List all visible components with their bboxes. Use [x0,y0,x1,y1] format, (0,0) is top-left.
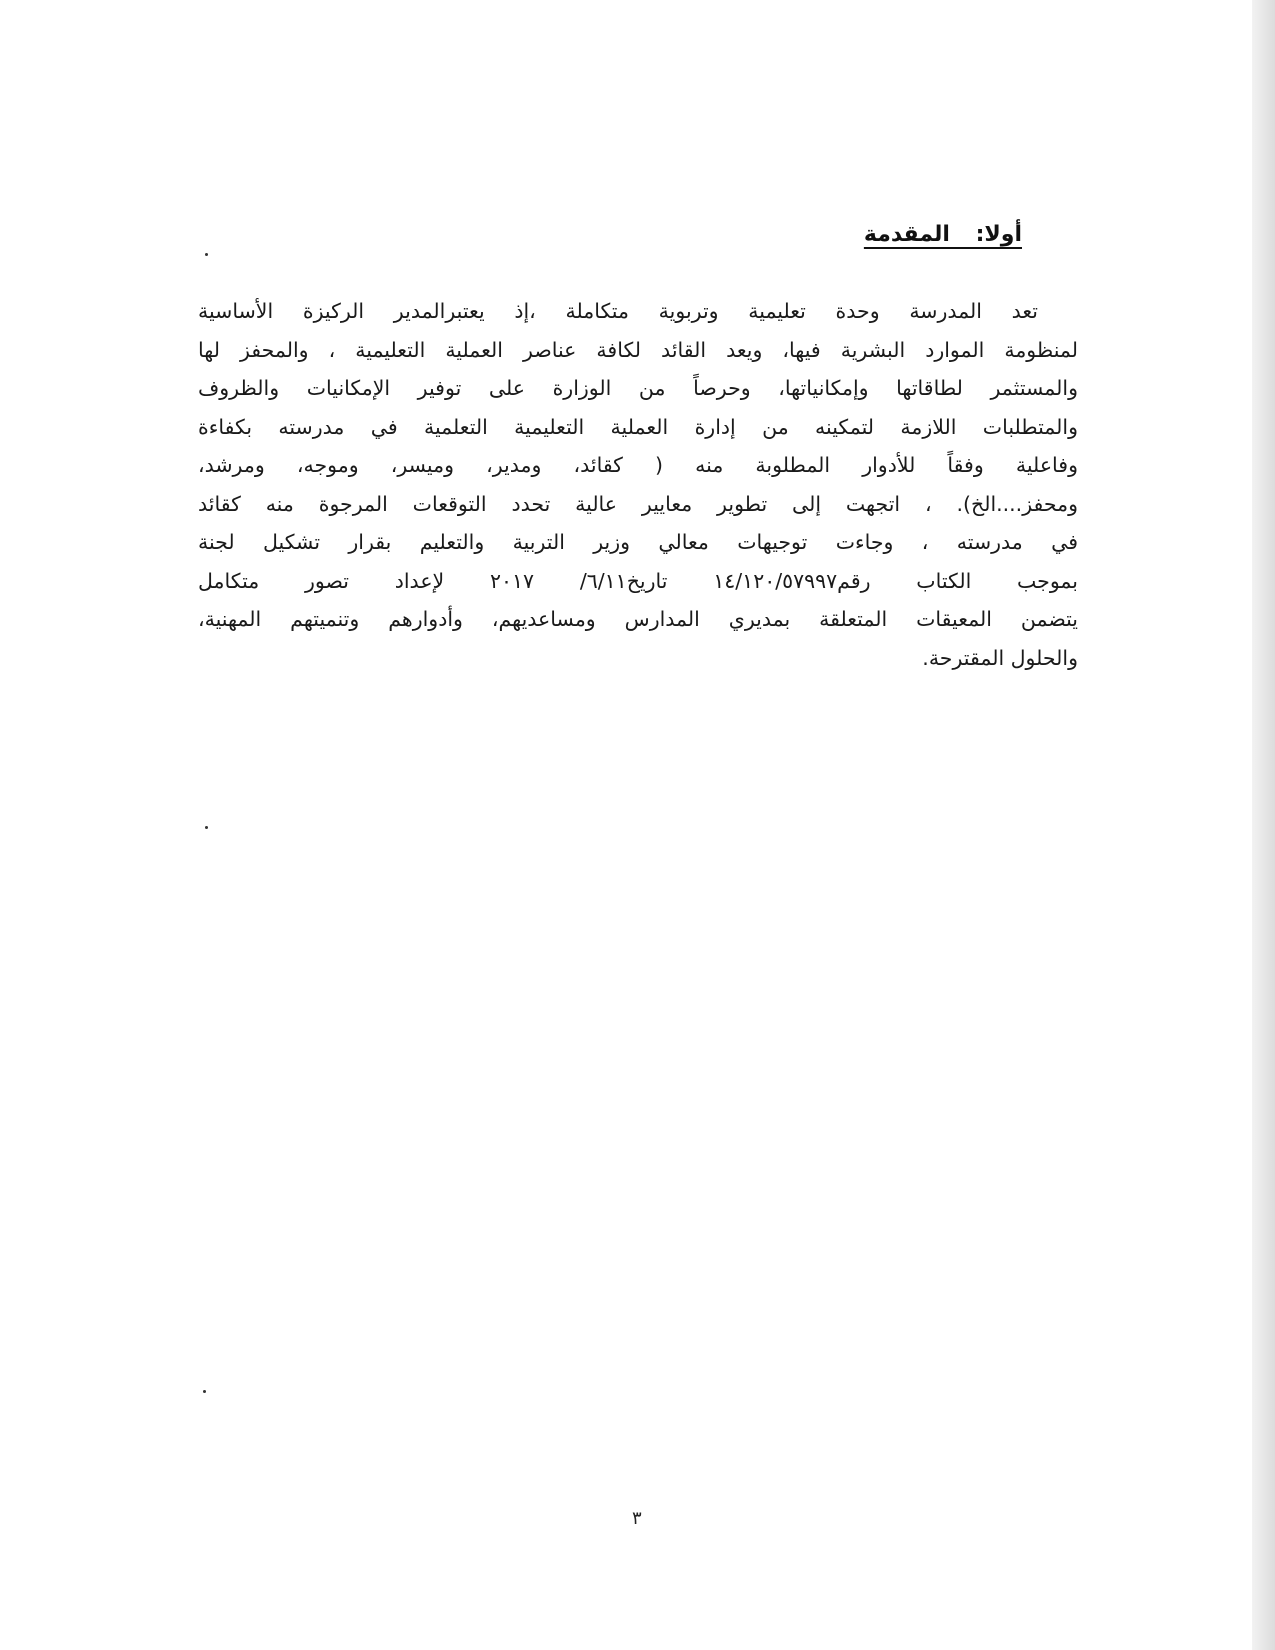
paragraph-line: تعد المدرسة وحدة تعليمية وتربوية متكاملة ،إذ يعتبرالمدير الركيزة الأساسية [198,299,1038,323]
paragraph-line: وفاعلية وفقاً للأدوار المطلوبة منه ( كقائد، ومدير، وميسر، وموجه، ومرشد، [198,453,1078,477]
section-heading: أولا: المقدمة [863,222,1022,247]
paragraph-line: يتضمن المعيقات المتعلقة بمديري المدارس ومساعديهم، وأدوارهم وتنميتهم المهنية، [198,607,1078,631]
paragraph-line: في مدرسته ، وجاءت توجيهات معالي وزير التربية والتعليم بقرار تشكيل لجنة [198,530,1078,554]
intro-paragraph [198,292,1078,677]
scan-dot [205,826,208,829]
scan-dot [205,253,208,256]
paragraph-line: لمنظومة الموارد البشرية فيها، ويعد القائد لكافة عناصر العملية التعليمية ، والمحفز لها [198,337,1078,362]
paragraph-line: والمستثمر لطاقاتها وإمكانياتها، وحرصاً من الوزارة على توفير الإمكانيات والظروف [198,376,1078,400]
scan-edge [1252,0,1275,1650]
paragraph-line: والمتطلبات اللازمة لتمكينه من إدارة العملية التعليمية التعلمية في مدرسته بكفاءة [198,414,1078,439]
paragraph-line: بموجب الكتاب رقم١٤/١٢٠/٥٧٩٩٧ تاريخ٦/١١/ ٢٠١٧ لإعداد تصور متكامل [198,568,1078,593]
scan-dot [203,1390,206,1393]
paragraph-line: ومحفز....الخ). ، اتجهت إلى تطوير معايير عالية تحدد التوقعات المرجوة منه كقائد [198,491,1078,516]
page-number: ٣ [632,1508,642,1529]
paragraph-line: والحلول المقترحة. [922,645,1078,670]
